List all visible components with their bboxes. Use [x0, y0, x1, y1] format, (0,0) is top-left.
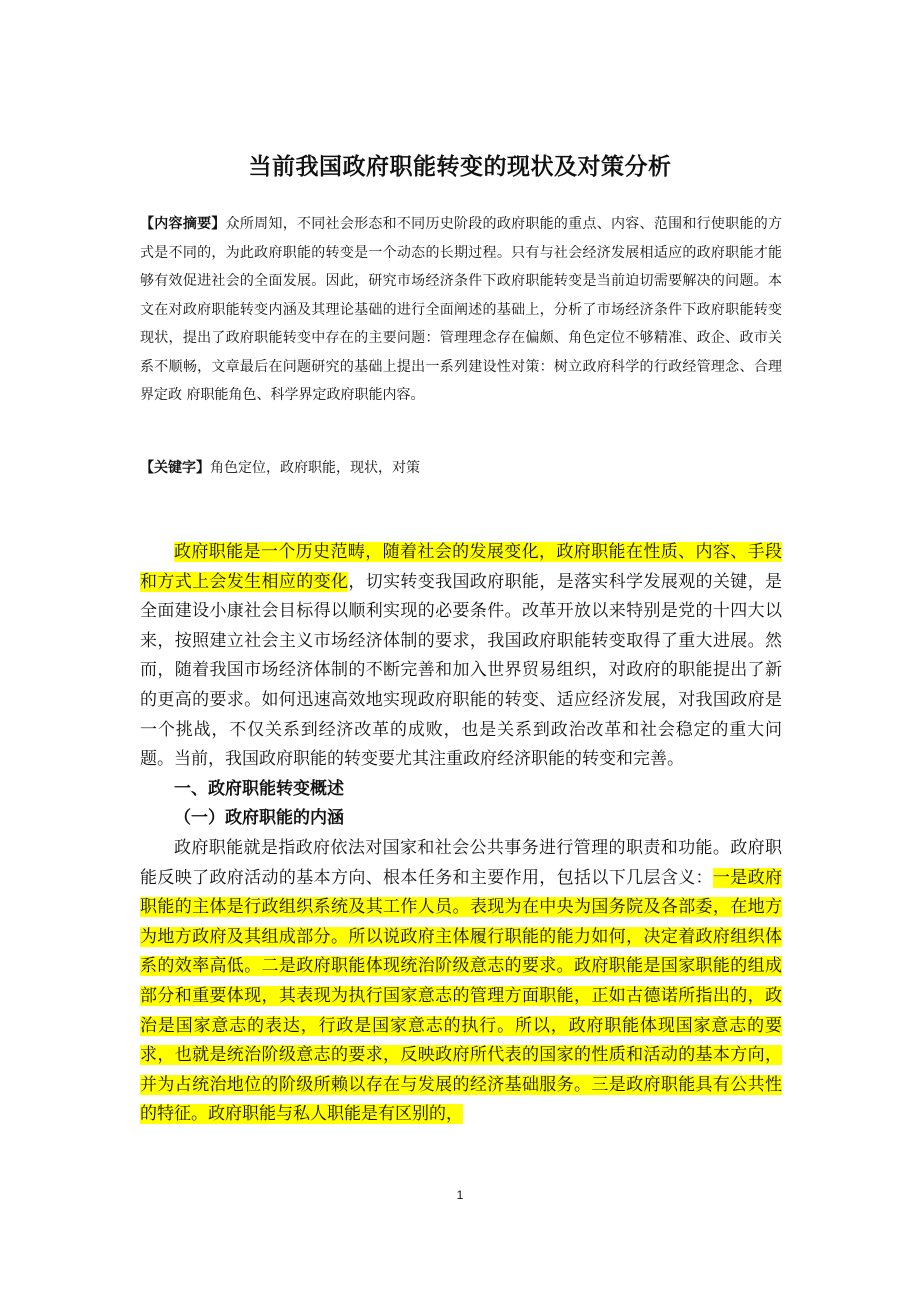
- paragraph-text: 政府职能就是指政府依法对国家和社会公共事务进行管理的职责和功能。政府职能反映了政府活动的基本方向、根本任务和主要作用，包括以下几层含义：: [140, 837, 782, 888]
- highlighted-text: 一是政府职能的主体是行政组织系统及其工作人员。表现为在中央为国务院及各部委，在地方为地方政府及其组成部分。所以说政府主体履行职能的能力如何，决定着政府组织体系的效率高低。二是政府职能体现统治阶级意志的要求。政府职能是国家职能的组成部分和重要体现，其表现为执行国家意志的管理方面职能，正如古德诺所指出的，政治是国家意志的表达，行政是国家意志的执行。所以，政府职能体现国家意志的要求，也就是统治阶级意志的要求，反映政府所代表的国家的性质和活动的基本方向，并为占统治地位的阶级所赖以存在与发展的经济基础服务。三是政府职能具有公共性的特征。政府职能与私人职能是有区别的，: [140, 867, 783, 1125]
- abstract-label: 【内容摘要】: [140, 216, 226, 232]
- page-number: 1: [456, 1188, 464, 1202]
- keywords-label: 【关键字】: [140, 460, 210, 476]
- highlighted-text: 政府职能是一个历史范畴，随着社会的发展变化，政府职能在性质、内容、手段和方式上会发生相应的变化: [140, 542, 782, 592]
- paragraph-definition: [140, 834, 782, 1130]
- paragraph-text: ，切实转变我国政府职能，是落实科学发展观的关键，是全面建设小康社会目标得以顺利实现的必要条件。改革开放以来特别是党的十四大以来，按照建立社会主义市场经济体制的要求，我国政府职能转变取得了重大进展。然而，随着我国市场经济体制的不断完善和加入世界贸易组织，对政府的职能提出了新的更高的要求。如何迅速高效地实现政府职能的转变、适应经济发展，对我国政府是一个挑战，不仅关系到经济改革的成败，也是关系到政治改革和社会稳定的重大问题。当前，我国政府职能的转变要尤其注重政府经济职能的转变和完善。: [140, 571, 783, 770]
- section-heading: 一、政府职能转变概述: [174, 778, 344, 799]
- keywords-text: 角色定位，政府职能，现状，对策: [210, 460, 420, 476]
- paragraph-intro: [140, 538, 782, 775]
- abstract: [140, 210, 782, 410]
- abstract-text: 众所周知，不同社会形态和不同历史阶段的政府职能的重点、内容、范围和行使职能的方式是不同的，为此政府职能的转变是一个动态的长期过程。只有与社会经济发展相适应的政府职能才能够有效促进社会的全面发展。因此，研究市场经济条件下政府职能转变是当前迫切需要解决的问题。本文在对政府职能转变内涵及其理论基础的进行全面阐述的基础上，分析了市场经济条件下政府职能转变现状，提出了政府职能转变中存在的主要问题：管理理念存在偏颇、角色定位不够精准、政企、政市关系不顺畅，文章最后在问题研究的基础上提出一系列建设性对策：树立政府科学的行政经管理念、合理界定政 府职能角色、科学界定政府职能内容。: [140, 216, 783, 403]
- subsection-heading: （一）政府职能的内涵: [174, 808, 344, 829]
- keywords: [140, 454, 782, 482]
- document-body: [140, 538, 782, 1130]
- document-title: 当前我国政府职能转变的现状及对策分析: [248, 154, 672, 180]
